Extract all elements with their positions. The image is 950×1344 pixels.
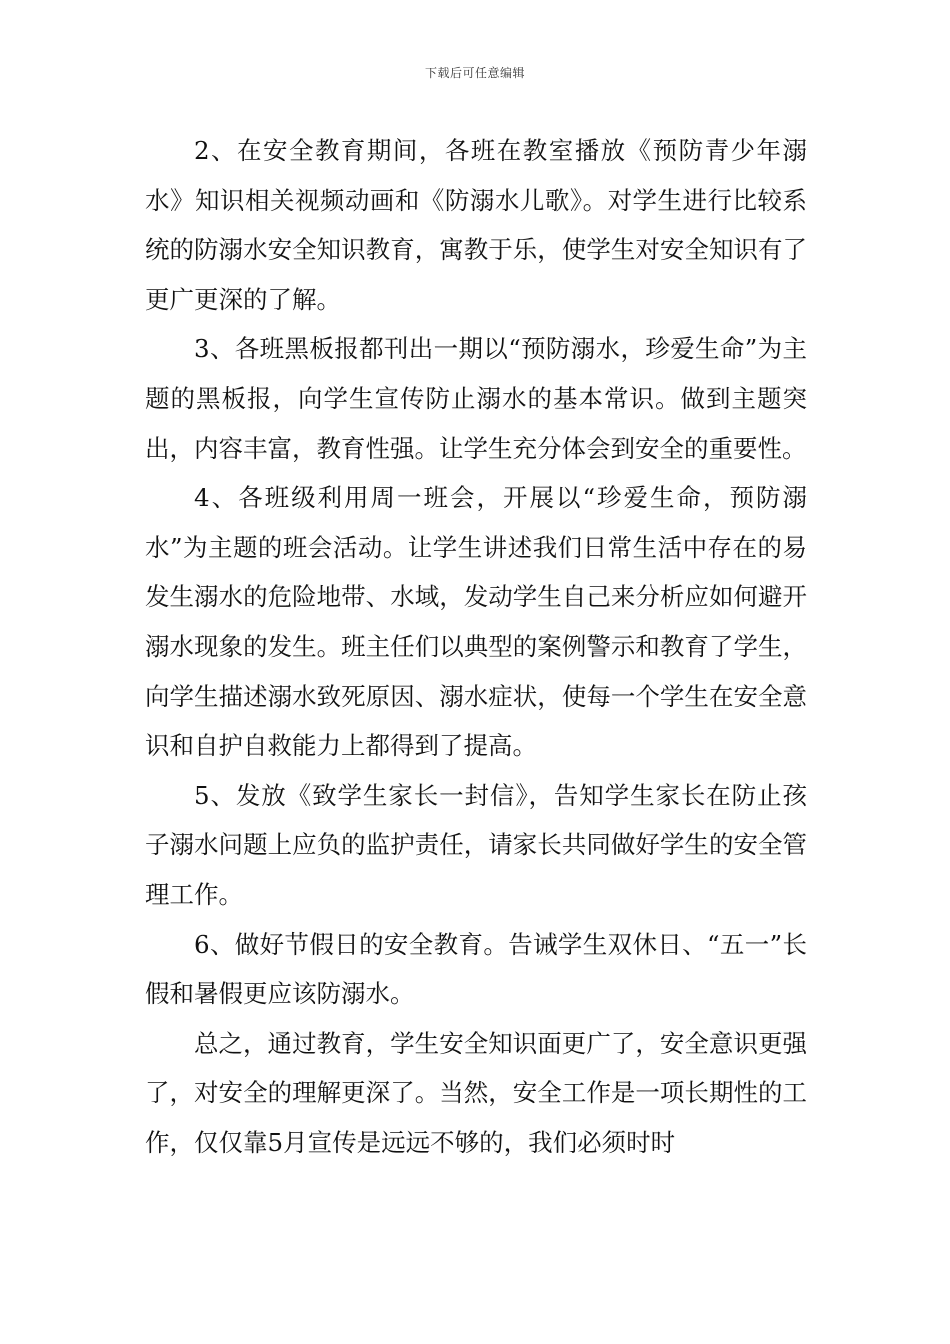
- document-body: [145, 126, 807, 1167]
- page-header: 下载后可任意编辑: [424, 66, 525, 80]
- paragraph-summary: 总之，通过教育，学生安全知识面更广了，安全意识更强了，对安全的理解更深了。当然，安全工作是一项长期性的工作，仅仅靠5月宣传是远远不够的，我们必须时时: [145, 1028, 807, 1157]
- paragraph-item-5: 5、发放《致学生家长一封信》，告知学生家长在防止孩子溺水问题上应负的监护责任，请家长共同做好学生的安全管理工作。: [145, 780, 807, 909]
- paragraph-item-4: 4、各班级利用周一班会，开展以“珍爱生命，预防溺水”为主题的班会活动。让学生讲述我们日常生活中存在的易发生溺水的危险地带、水域，发动学生自己来分析应如何避开溺水现象的发生。班主任们以典型的案例警示和教育了学生，向学生描述溺水致死原因、溺水症状，使每一个学生在安全意识和自护自救能力上都得到了提高。: [145, 483, 807, 761]
- paragraph-item-6: 6、做好节假日的安全教育。告诫学生双休日、“五一”长假和暑假更应该防溺水。: [145, 929, 807, 1009]
- paragraph-item-2: 2、在安全教育期间，各班在教室播放《预防青少年溺水》知识相关视频动画和《防溺水儿歌》。对学生进行比较系统的防溺水安全知识教育，寓教于乐，使学生对安全知识有了更广更深的了解。: [145, 136, 807, 314]
- paragraph-item-3: 3、各班黑板报都刊出一期以“预防溺水，珍爱生命”为主题的黑板报，向学生宣传防止溺水的基本常识。做到主题突出，内容丰富，教育性强。让学生充分体会到安全的重要性。: [145, 334, 807, 463]
